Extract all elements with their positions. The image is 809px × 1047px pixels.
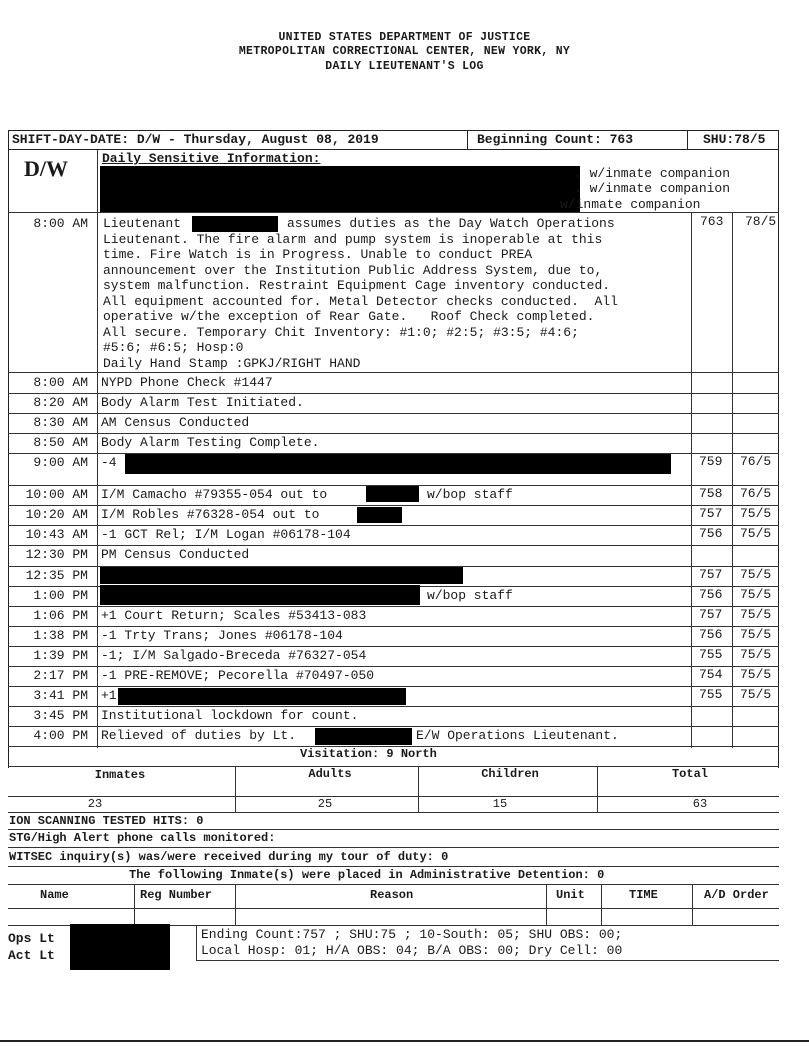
entry-extra-text: w/bop staff <box>427 588 513 603</box>
row-line <box>8 884 779 885</box>
entry-shu: 78/5 <box>745 214 777 229</box>
entry-shu: 75/5 <box>740 567 772 582</box>
entry-extra-text: w/bop staff <box>427 487 513 502</box>
entry-text: AM Census Conducted <box>101 415 250 430</box>
entry-time: 3:45 PM <box>33 708 88 723</box>
row-line <box>8 908 779 909</box>
entry-text: Daily Hand Stamp :GPKJ/RIGHT HAND <box>103 355 361 371</box>
shu-count: SHU:78/5 <box>703 132 766 147</box>
entry-extra-text: E/W Operations Lieutenant. <box>416 728 619 743</box>
entry-time: 10:43 AM <box>25 527 88 542</box>
entry-text: #5:6; #6:5; Hosp:0 <box>103 340 244 355</box>
header-agency: UNITED STATES DEPARTMENT OF JUSTICE <box>278 31 531 44</box>
entry-text: announcement over the Institution Public Address System, due to, <box>103 262 603 278</box>
shift-day-date: SHIFT-DAY-DATE: D/W - Thursday, August 08, 2019 <box>12 132 379 147</box>
entry-text: -1; I/M Salgado-Breceda #76327-054 <box>101 648 367 663</box>
column-divider <box>691 213 692 748</box>
companion-line: . w/inmate companion <box>574 166 731 181</box>
column-divider <box>134 884 135 925</box>
visitation-total-value: 63 <box>692 797 708 811</box>
ending-count-line2: Local Hosp: 01; H/A OBS: 04; B/A OBS: 00; Dry Cell: 00 <box>201 943 623 958</box>
entry-time: 2:17 PM <box>33 668 88 683</box>
shift-info-bar <box>8 130 779 150</box>
entry-shu: 75/5 <box>740 587 772 602</box>
row-line <box>8 847 779 848</box>
entry-count: 763 <box>700 214 724 229</box>
act-lt-label: Act Lt <box>8 948 55 963</box>
entry-text: +1 <box>101 688 117 703</box>
entry-count: 757 <box>699 506 723 521</box>
redaction <box>192 216 278 232</box>
visitation-header-inmates: Inmates <box>94 768 146 782</box>
ion-scanning: ION SCANNING TESTED HITS: 0 <box>9 814 204 828</box>
column-divider <box>692 884 693 925</box>
row-line <box>8 545 779 546</box>
entry-shu: 75/5 <box>740 627 772 642</box>
header-title: DAILY LIEUTENANT'S LOG <box>325 60 484 73</box>
col-reason: Reason <box>370 888 414 902</box>
column-divider <box>732 213 733 748</box>
row-line <box>8 866 779 867</box>
entry-text: Relieved of duties by Lt. <box>101 728 297 743</box>
col-reg-number: Reg Number <box>140 888 213 902</box>
redaction <box>100 567 463 584</box>
redaction <box>100 166 580 212</box>
column-divider <box>601 884 602 925</box>
entry-text: All equipment accounted for. Metal Detector checks conducted. All <box>103 293 618 309</box>
col-name: Name <box>40 888 69 902</box>
entry-shu: 75/5 <box>740 667 772 682</box>
entry-shu: 75/5 <box>740 506 772 521</box>
redaction <box>357 507 402 523</box>
entry-time: 8:00 AM <box>33 375 88 390</box>
entry-shu: 76/5 <box>740 454 772 469</box>
redaction <box>125 454 671 474</box>
visitation-title: Visitation: 9 North <box>300 747 437 761</box>
row-line <box>8 829 779 830</box>
entry-count: 757 <box>699 567 723 582</box>
row-line <box>8 646 779 647</box>
visitation-children-value: 15 <box>492 797 508 811</box>
beginning-count: Beginning Count: 763 <box>477 132 634 147</box>
sensitive-title: Daily Sensitive Information: <box>102 151 321 166</box>
column-divider <box>235 884 236 925</box>
entry-text: Body Alarm Test Initiated. <box>101 395 304 410</box>
entry-count: 759 <box>699 454 723 469</box>
entry-text: assumes duties as the Day Watch Operations <box>287 216 615 231</box>
row-line <box>196 960 779 961</box>
entry-text: -1 GCT Rel; I/M Logan #06178-104 <box>101 527 351 542</box>
entry-count: 758 <box>699 486 723 501</box>
col-ad-order: A/D Order <box>704 888 769 902</box>
row-line <box>8 812 779 813</box>
entry-text: I/M Robles #76328-054 out to <box>101 507 320 522</box>
entry-time: 8:20 AM <box>33 395 88 410</box>
entry-time: 8:50 AM <box>33 435 88 450</box>
row-line <box>8 666 779 667</box>
entry-count: 756 <box>699 587 723 602</box>
row-line <box>8 626 779 627</box>
companion-line: w/inmate companion <box>560 197 701 212</box>
page-bottom-border <box>0 1040 809 1042</box>
entry-count: 755 <box>699 687 723 702</box>
entry-text: Body Alarm Testing Complete. <box>101 435 320 450</box>
row-line <box>8 706 779 707</box>
entry-count: 757 <box>699 607 723 622</box>
redaction <box>366 486 419 502</box>
entry-text: Lieutenant. The fire alarm and pump system is inoperable at this <box>103 231 603 247</box>
redaction <box>315 728 412 745</box>
row-line <box>8 212 779 213</box>
entry-time: 8:30 AM <box>33 415 88 430</box>
header-facility: METROPOLITAN CORRECTIONAL CENTER, NEW YORK, NY <box>238 45 571 58</box>
entry-text: +1 Court Return; Scales #53413-083 <box>101 608 367 623</box>
entry-time: 12:30 PM <box>25 547 88 562</box>
watch-label: D/W <box>24 156 68 181</box>
entry-shu: 75/5 <box>740 687 772 702</box>
row-line <box>8 433 779 434</box>
admin-detention: The following Inmate(s) were placed in Administrative Detention: 0 <box>129 868 605 882</box>
row-line <box>8 726 779 727</box>
entry-text: PM Census Conducted <box>101 547 250 562</box>
row-line <box>8 525 779 526</box>
entry-shu: 75/5 <box>740 607 772 622</box>
entry-count: 755 <box>699 647 723 662</box>
entry-count: 754 <box>699 667 723 682</box>
row-line <box>8 413 779 414</box>
entry-time: 4:00 PM <box>33 728 88 743</box>
entry-time: 3:41 PM <box>33 688 88 703</box>
row-line <box>8 372 779 373</box>
entry-text: All secure. Temporary Chit Inventory: #1:0; #2:5; #3:5; #4:6; <box>103 324 579 340</box>
column-divider <box>235 766 236 812</box>
entry-text: operative w/the exception of Rear Gate. Roof Check completed. <box>103 309 595 324</box>
divider <box>467 131 468 149</box>
entry-text: I/M Camacho #79355-054 out to <box>101 487 328 502</box>
entry-time: 1:00 PM <box>33 588 88 603</box>
entry-text: NYPD Phone Check #1447 <box>101 375 273 390</box>
companion-line: . w/inmate companion <box>574 181 731 196</box>
entry-lieutenant: Lieutenant <box>103 216 182 231</box>
redaction <box>70 924 170 970</box>
divider <box>687 131 688 149</box>
row-line <box>8 505 779 506</box>
entry-text: -1 PRE-REMOVE; Pecorella #70497-050 <box>101 668 375 683</box>
redaction <box>118 688 406 705</box>
witsec-inquiry: WITSEC inquiry(s) was/were received during my tour of duty: 0 <box>9 850 449 864</box>
entry-text: -1 Trty Trans; Jones #06178-104 <box>101 628 343 643</box>
entry-shu: 75/5 <box>740 647 772 662</box>
entry-shu: 75/5 <box>740 526 772 541</box>
entry-text: -4 <box>101 455 117 470</box>
entry-time: 8:00 AM <box>33 216 88 231</box>
entry-time: 10:00 AM <box>25 487 88 502</box>
entry-count: 756 <box>699 627 723 642</box>
entry-count: 756 <box>699 526 723 541</box>
redaction <box>100 585 420 605</box>
entry-shu: 76/5 <box>740 486 772 501</box>
entry-text: time. Fire Watch is in Progress. Unable to conduct PREA <box>103 247 533 262</box>
entry-text: Institutional lockdown for count. <box>101 708 359 723</box>
column-divider <box>546 884 547 925</box>
row-line <box>8 606 779 607</box>
entry-text: system malfunction. Restraint Equipment Cage inventory conducted. <box>103 278 611 293</box>
col-unit: Unit <box>556 888 585 902</box>
entry-time: 9:00 AM <box>33 455 88 470</box>
visitation-header-adults: Adults <box>308 767 352 781</box>
entry-time: 1:39 PM <box>33 648 88 663</box>
column-divider <box>196 925 197 961</box>
col-time: TIME <box>629 888 658 902</box>
row-line <box>8 393 779 394</box>
visitation-inmates-value: 23 <box>87 797 103 811</box>
visitation-adults-value: 25 <box>317 797 333 811</box>
ops-lt-label: Ops Lt <box>8 931 55 946</box>
entry-time: 12:35 PM <box>25 568 88 583</box>
visitation-header-children: Children <box>481 767 539 781</box>
row-line <box>8 686 779 687</box>
stg-calls: STG/High Alert phone calls monitored: <box>9 831 276 845</box>
visitation-header-total: Total <box>671 767 708 781</box>
entry-time: 1:38 PM <box>33 628 88 643</box>
entry-time: 1:06 PM <box>33 608 88 623</box>
entry-time: 10:20 AM <box>25 507 88 522</box>
column-divider <box>97 150 98 748</box>
ending-count-line1: Ending Count:757 ; SHU:75 ; 10-South: 05; SHU OBS: 00; <box>201 927 623 942</box>
